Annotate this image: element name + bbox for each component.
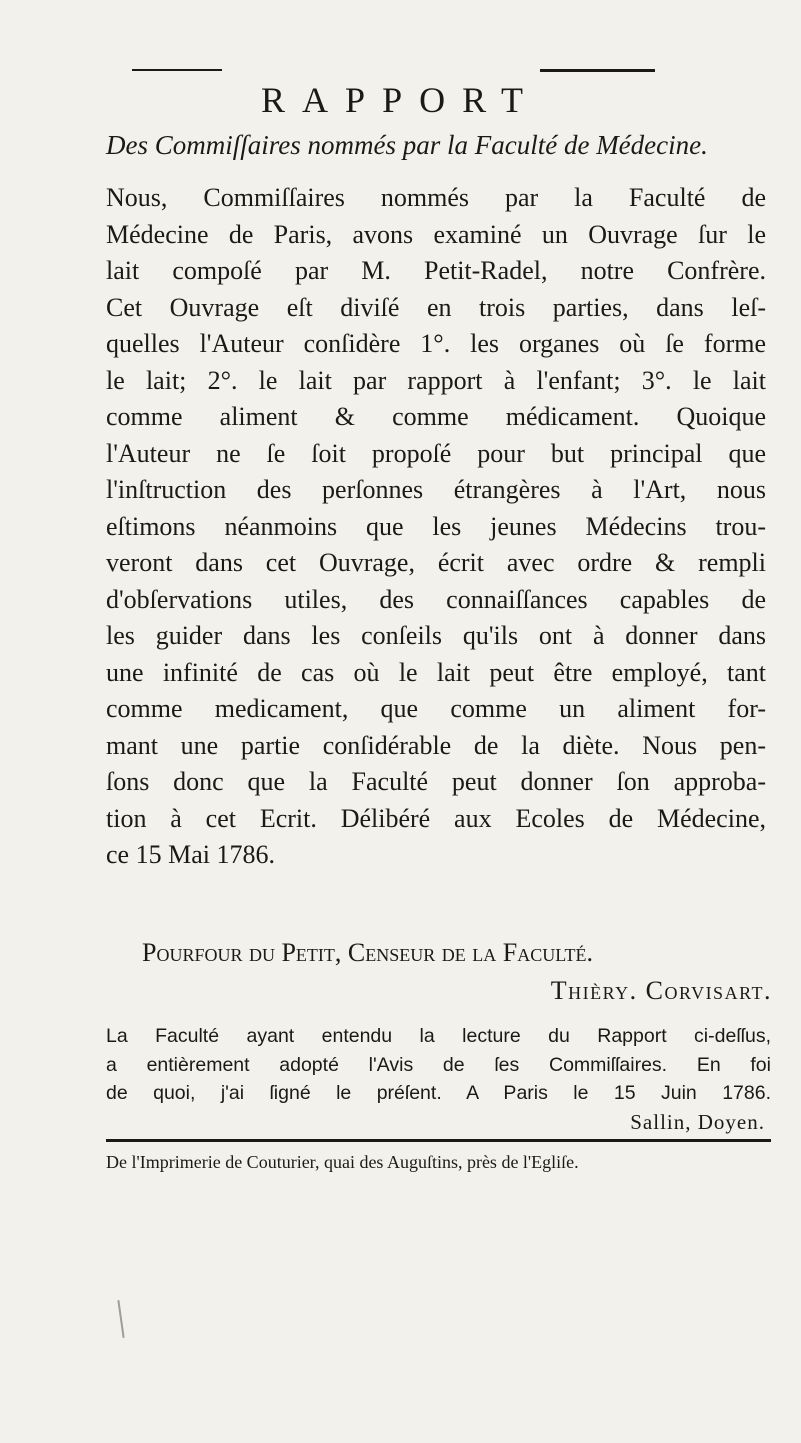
body-line: lait compoſé par M. Petit-Radel, notre Confrère. [106,256,766,285]
body-line: comme medicament, que comme un aliment for- [106,694,766,723]
dean-signature: Sallin, Doyen. [630,1109,765,1134]
bottom-rule [106,1139,771,1142]
body-line: tion à cet Ecrit. Délibéré aux Ecoles de Médecine, [106,803,766,833]
report-heading: RAPPORT [261,80,540,120]
body-line: d'obſervations utiles, des connaiſſances capables de [106,584,766,614]
approval-line: a entièrement adopté l'Avis de ſes Commiſſaires. En foi [106,1053,771,1076]
top-rule-left [132,69,222,71]
censor-signature: Pourfour du Petit, Cenſeur de la Faculté. [142,938,594,967]
body-line: Cet Ouvrage eſt diviſé en trois parties, dans leſ- [106,292,766,322]
approval-line: La Faculté ayant entendu la lecture du Rapport ci-deſſus, [106,1025,771,1047]
faculty-approval [106,1022,771,1136]
body-line: veront dans cet Ouvrage, écrit avec ordre & rempli [106,548,766,577]
body-line: les guider dans les conſeils qu'ils ont à donner dans [106,621,766,650]
top-rule-right [540,69,655,72]
stray-mark [117,1300,124,1338]
body-line: Médecine de Paris, avons examiné un Ouvrage ſur le [106,219,766,249]
body-line: eſtimons néanmoins que les jeunes Médecins trou- [106,511,766,541]
body-line: le lait; 2°. le lait par rapport à l'enfant; 3°. le lait [106,365,766,395]
body-line: une infinité de cas où le lait peut être employé, tant [106,657,766,687]
body-line: quelles l'Auteur conſidère 1°. les organes où ſe forme [106,329,766,358]
body-line: Nous, Commiſſaires nommés par la Faculté de [106,183,766,212]
body-line: mant une partie conſidérable de la diète. Nous pen- [106,730,766,760]
commissioners-signature: Thièry. Corvisart. [550,976,772,1005]
body-line: ſons donc que la Faculté peut donner ſon approba- [106,767,766,796]
printer-imprint: De l'Imprimerie de Couturier, quai des Auguſtins, près de l'Egliſe. [106,1152,579,1172]
approval-line: de quoi, j'ai ſigné le préſent. A Paris le 15 Juin 1786. [106,1082,771,1104]
body-line: l'Auteur ne ſe ſoit propoſé pour but principal que [106,438,766,468]
report-subtitle: Des Commiſſaires nommés par la Faculté de Médecine. [106,130,708,160]
body-line: comme aliment & comme médicament. Quoique [106,402,766,431]
report-body [106,180,766,874]
body-line: l'inſtruction des perſonnes étrangères à l'Art, nous [106,475,766,504]
body-line-date: ce 15 Mai 1786. [106,840,275,869]
